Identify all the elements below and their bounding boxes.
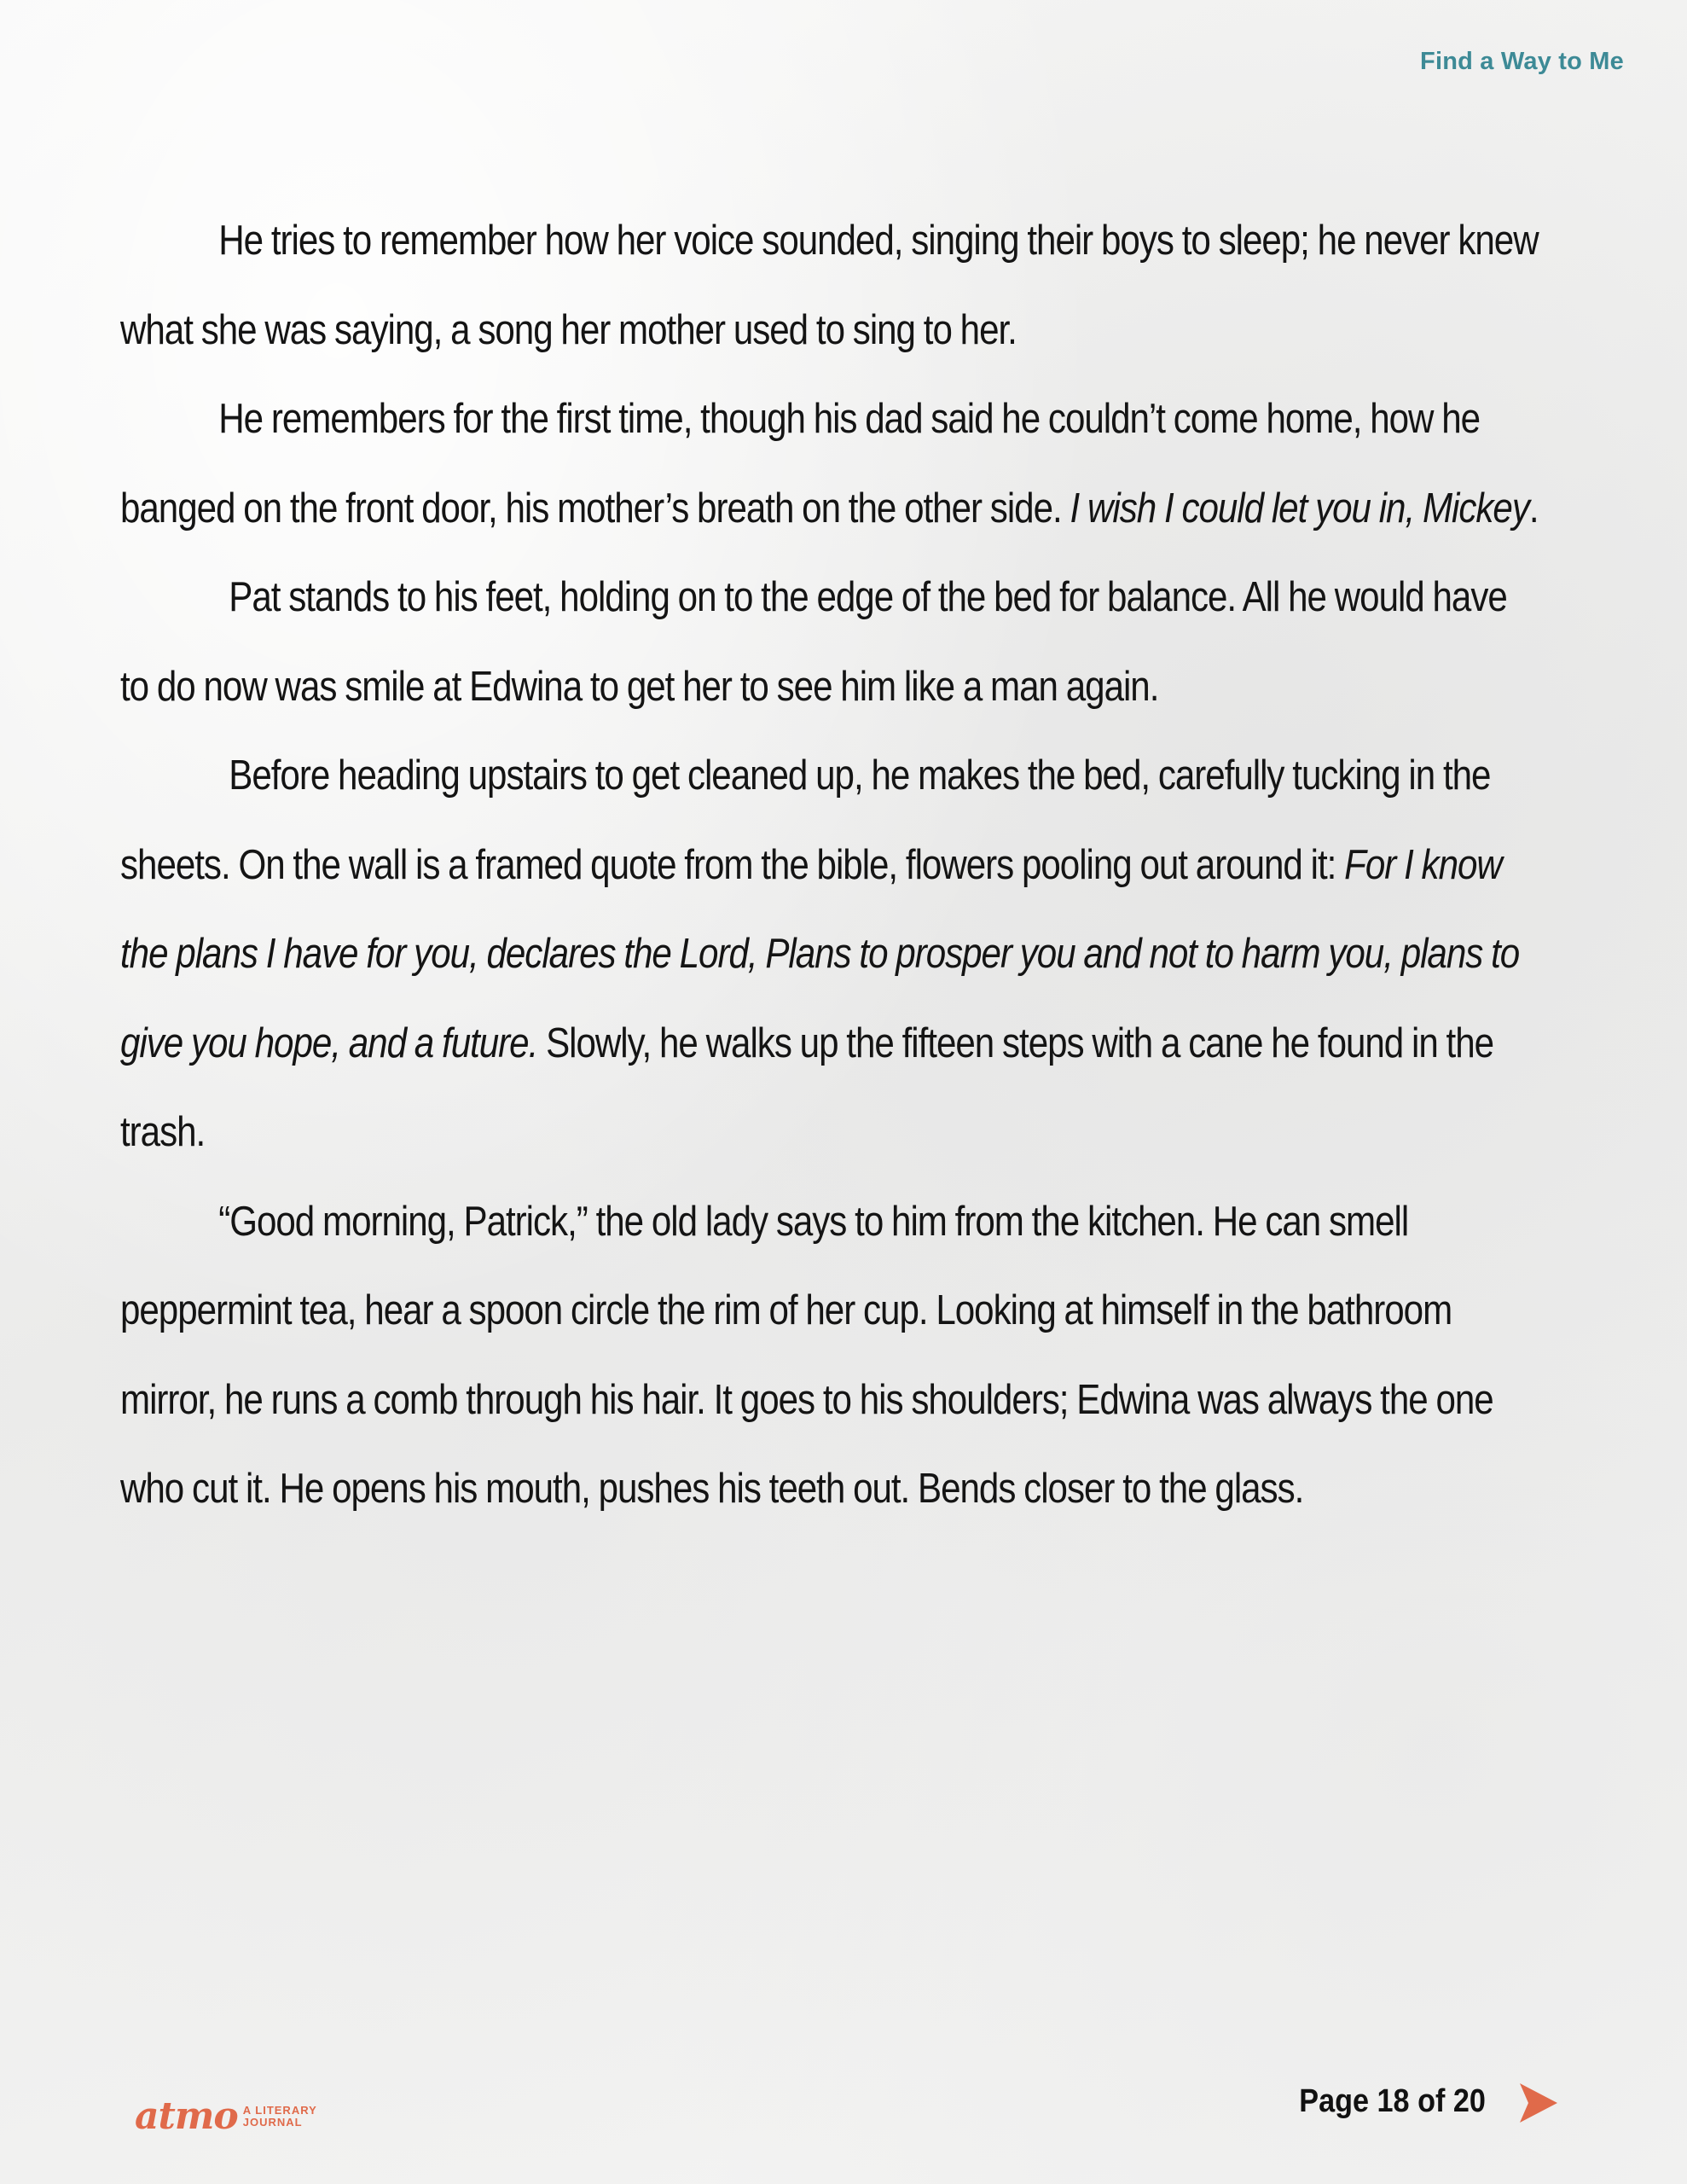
paragraph-3: Pat stands to his feet, holding on to the edge of the bed for balance. All he would have to do now was smile at Edwina to get her to see him like a man again. [120, 574, 1507, 710]
page-number: Page 18 of 20 [1299, 2083, 1486, 2119]
paragraph-2-end: . [1528, 485, 1539, 531]
paragraph-5: “Good morning, Patrick,” the old lady says to him from the kitchen. He can smell peppermint tea, hear a spoon circle the rim of her cup. Looking at himself in the bathroom mirror, he runs a comb through his hair. It goes to his shoulders; Edwina was always the one who cut it. He opens his mouth, pushes his teeth out. Bends closer to the glass. [120, 1198, 1493, 1512]
logo-wordmark: atmo [135, 2094, 238, 2138]
running-header-title: Find a Way to Me [1420, 48, 1624, 75]
paragraph-1: He tries to remember how her voice sounded, singing their boys to sleep; he never knew what she was saying, a song her mother used to sing to her. [120, 218, 1539, 353]
logo-subtitle [243, 2105, 317, 2129]
paragraph-2-italic: I wish I could let you in, Mickey [1070, 485, 1529, 531]
story-body [120, 196, 1543, 1534]
paragraph-4 [120, 731, 1543, 1177]
paragraph-4-text: Before heading upstairs to get cleaned up, he makes the bed, carefully tucking in the sheets. On the wall is a framed quote from the bible, flowers pooling out around it: [120, 752, 1491, 888]
atmo-logo [135, 2094, 317, 2138]
paragraph-4-italic-quote: For I know the plans I have for you, declares the Lord, Plans to prosper you and not to harm you, plans to give you hope, and a future. [120, 841, 1520, 1066]
logo-subtitle-line-2: JOURNAL [242, 2115, 303, 2129]
paragraph-2 [120, 375, 1543, 553]
next-page-arrow-icon[interactable] [1516, 2082, 1559, 2124]
paragraph-2-text: He remembers for the first time, though his dad said he couldn’t come home, how he banged on the front door, his mother’s breath on the other side. [120, 396, 1481, 531]
logo-subtitle-line-1: A LITERARY [242, 2103, 317, 2117]
paragraph-4-end: Slowly, he walks up the fifteen steps with a cane he found in the trash. [120, 1019, 1494, 1155]
